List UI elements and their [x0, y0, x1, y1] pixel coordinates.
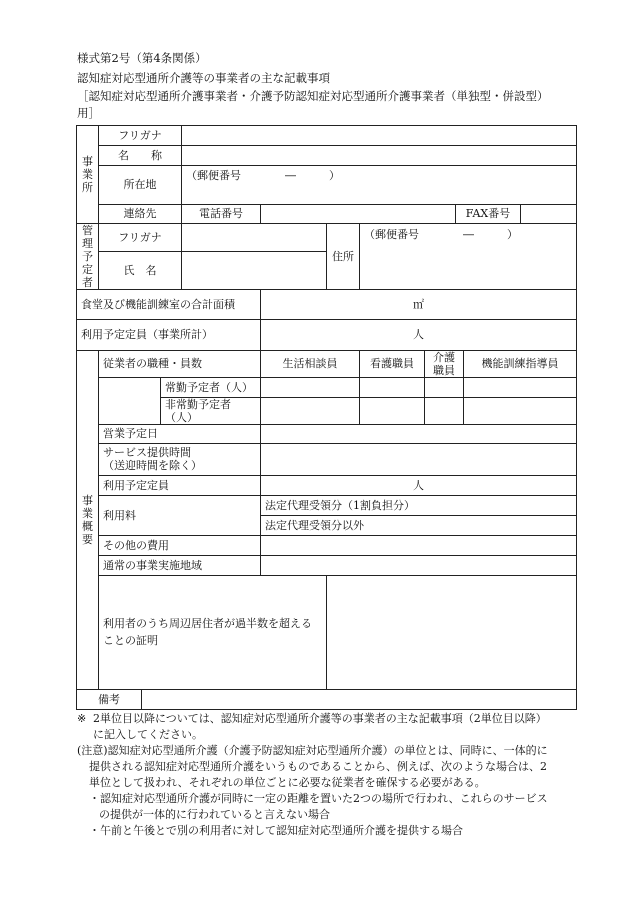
- fee-other-field[interactable]: [261, 515, 577, 535]
- office-phone-label: 電話番号: [182, 204, 261, 223]
- fulltime-consultant-field[interactable]: [261, 377, 360, 397]
- business-section-label: 事業概要: [77, 350, 99, 689]
- fee-statutory-field[interactable]: [261, 495, 577, 515]
- capacity-unit: 人: [413, 478, 424, 492]
- office-address-field[interactable]: [182, 184, 577, 204]
- office-fax-field[interactable]: [521, 204, 577, 223]
- users-label: 利用予定定員（事業所計）: [77, 319, 261, 350]
- hours-field[interactable]: [261, 443, 577, 475]
- days-label: 営業予定日: [99, 424, 261, 443]
- office-furigana-label: フリガナ: [99, 126, 182, 146]
- job-type-trainer: 機能訓練指導員: [464, 350, 577, 377]
- manager-address-field[interactable]: [360, 223, 577, 289]
- staff-indent: [99, 397, 161, 424]
- form-number: 様式第2号（第4条関係）: [77, 51, 207, 65]
- parttime-label: 非常勤予定者（人）: [161, 397, 261, 424]
- fulltime-trainer-field[interactable]: [464, 377, 577, 397]
- fulltime-label: 常勤予定者（人）: [161, 377, 261, 397]
- office-name-label: 名 称: [99, 146, 182, 166]
- document-subtitle: ［認知症対応型通所介護事業者・介護予防認知症対応型通所介護事業者（単独型・併設型）用］: [77, 89, 549, 120]
- office-furigana-field[interactable]: [182, 126, 577, 146]
- fulltime-caregiver-field[interactable]: [425, 377, 464, 397]
- job-type-caregiver: 介護職員: [425, 350, 464, 377]
- note-2: (注意)認知症対応型通所介護（介護予防認知症対応型通所介護）の単位とは、同時に、一体的に提供される認知症対応型通所介護をいうものであることから、例えば、次のような場合は、2単位として扱われ、それぞれの単位ごとに必要な従業者を確保する必要がある。: [77, 744, 548, 789]
- parttime-caregiver-field[interactable]: [425, 397, 464, 424]
- application-form-table: [76, 125, 577, 710]
- office-contact-label: 連絡先: [99, 204, 182, 223]
- manager-address-label: 住所: [327, 223, 360, 289]
- note-bullet-2: ・午前と午後とで別の利用者に対して認知症対応型通所介護を提供する場合: [89, 824, 463, 837]
- fee-other-label: 法定代理受領分以外: [265, 518, 364, 532]
- capacity-label: 利用予定定員: [99, 475, 261, 495]
- other-costs-label: その他の費用: [99, 535, 261, 555]
- note-bullet-1: ・認知症対応型通所介護が同時に一定の距離を置いた2つの場所で行われ、これらのサービスの提供が一体的に行われていると言えない場合: [89, 792, 548, 821]
- office-name-field[interactable]: [182, 146, 577, 166]
- fulltime-nurse-field[interactable]: [360, 377, 425, 397]
- area-field[interactable]: [261, 289, 577, 319]
- parttime-trainer-field[interactable]: [464, 397, 577, 424]
- parttime-consultant-field[interactable]: [261, 397, 360, 424]
- area-label: 食堂及び機能訓練室の合計面積: [77, 289, 261, 319]
- remarks-label: 備考: [77, 689, 142, 709]
- area-unit: ㎡: [413, 297, 424, 311]
- parttime-nurse-field[interactable]: [360, 397, 425, 424]
- users-field[interactable]: [261, 319, 577, 350]
- note-1: ※ 2単位目以降については、認知症対応型通所介護等の事業者の主な記載事項（2単位目以降）に記入してください。: [77, 712, 547, 741]
- manager-furigana-field[interactable]: [182, 223, 327, 251]
- fee-statutory-label: 法定代理受領分（1割負担分）: [265, 498, 415, 512]
- staff-label: 従業者の職種・員数: [99, 350, 261, 377]
- fee-label: 利用料: [99, 495, 261, 535]
- job-type-consultant: 生活相談員: [261, 350, 360, 377]
- notes: [77, 711, 555, 839]
- service-area-field[interactable]: [261, 555, 577, 575]
- manager-name-field[interactable]: [182, 251, 327, 289]
- office-phone-field[interactable]: [261, 204, 456, 223]
- other-costs-field[interactable]: [261, 535, 577, 555]
- proof-field[interactable]: [327, 575, 577, 689]
- capacity-field[interactable]: [261, 475, 577, 495]
- office-address-label: 所在地: [99, 166, 182, 205]
- days-field[interactable]: [261, 424, 577, 443]
- hours-label: サービス提供時間 （送迎時間を除く）: [99, 443, 261, 475]
- users-unit: 人: [413, 328, 424, 341]
- manager-postal-text: （郵便番号 ― ）: [364, 227, 518, 241]
- manager-name-label: 氏 名: [99, 251, 182, 289]
- job-type-nurse: 看護職員: [360, 350, 425, 377]
- office-postal-text: （郵便番号 ― ）: [186, 168, 340, 182]
- manager-section-label: 管理予定者: [77, 223, 99, 289]
- service-area-label: 通常の事業実施地域: [99, 555, 261, 575]
- office-postal-field[interactable]: [182, 166, 577, 185]
- proof-label: 利用者のうち周辺居住者が過半数を超えることの証明: [99, 575, 327, 689]
- office-section-label: 事業所: [77, 126, 99, 224]
- document-title: 認知症対応型通所介護等の事業者の主な記載事項: [77, 71, 330, 85]
- manager-furigana-label: フリガナ: [99, 223, 182, 251]
- office-fax-label: FAX番号: [456, 204, 521, 223]
- staff-indent: [99, 377, 161, 397]
- remarks-field[interactable]: [142, 689, 577, 709]
